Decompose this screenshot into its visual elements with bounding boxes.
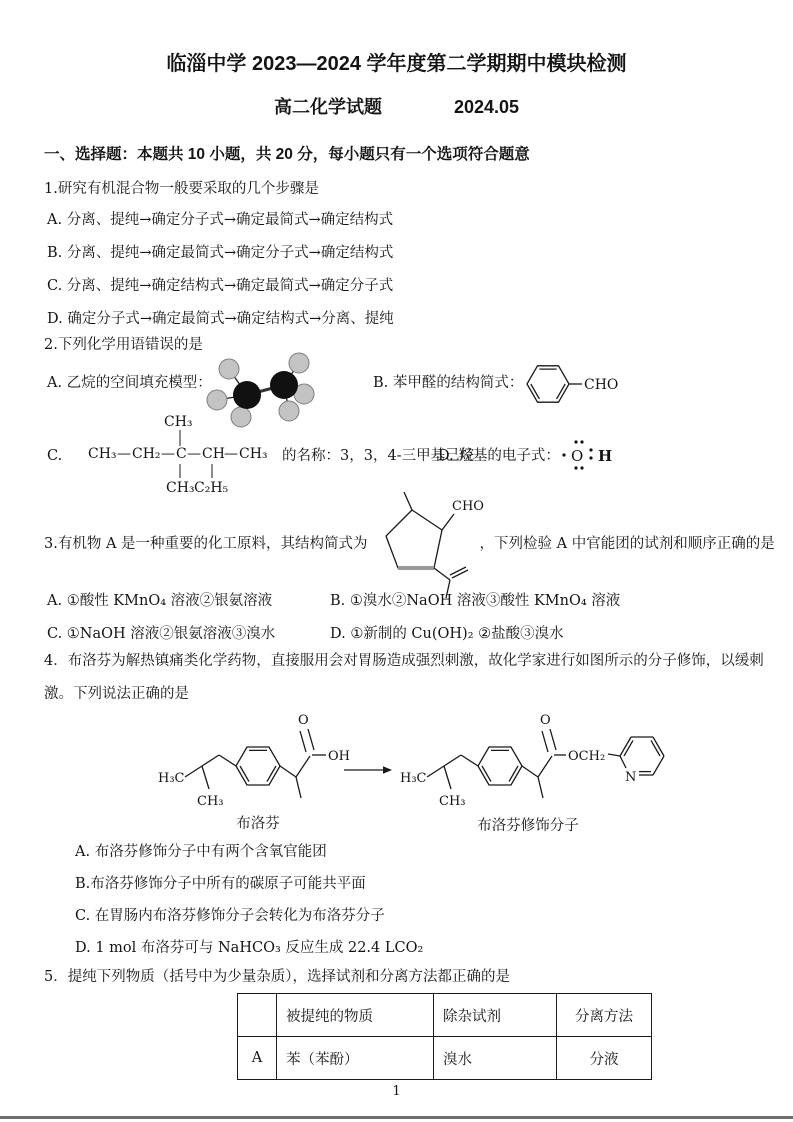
q1-option-b: B. 分离、提纯→确定最简式→确定分子式→确定结构式: [47, 245, 394, 261]
oxygen-symbol: O: [571, 447, 584, 465]
formula-seg: CH: [202, 446, 225, 462]
carbonyl-o-label: O: [540, 713, 551, 728]
formula-seg: CH₃: [88, 446, 117, 462]
q4-option-a: A. 布洛芬修饰分子中有两个含氧官能团: [75, 844, 327, 860]
q5-stem: 5．提纯下列物质（括号中为少量杂质），选择试剂和分离方法都正确的是: [44, 969, 510, 985]
q2-option-a-label: A. 乙烷的空间填充模型：: [47, 375, 212, 391]
formula-seg: C: [176, 446, 187, 462]
table-row: [238, 1037, 652, 1080]
q3-stem-before: 3.有机物 A 是一种重要的化工原料，其结构简式为: [44, 535, 368, 552]
table-header-blank: [238, 994, 277, 1037]
q1-option-c: C. 分离、提纯→确定结构式→确定最简式→确定分子式: [47, 278, 394, 294]
formula-top-methyl: CH₃: [164, 414, 193, 430]
reaction-arrow: [383, 766, 392, 774]
table-header-method: 分离方法: [557, 994, 652, 1037]
q4-option-c: C. 在胃肠内布洛芬修饰分子会转化为布洛芬分子: [75, 908, 385, 924]
q1-option-d: D. 确定分子式→确定最简式→确定结构式→分离、提纯: [47, 311, 394, 327]
q1-stem: 1.研究有机混合物一般要采取的几个步骤是: [44, 181, 319, 197]
formula-bond: —: [224, 446, 238, 462]
formula-bond: —: [117, 446, 131, 462]
formula-seg: CH₃: [239, 446, 268, 462]
q4-option-d: D. 1 mol 布洛芬可与 NaHCO₃ 反应生成 22.4 LCO₂: [75, 940, 424, 956]
row-reagent: 溴水: [434, 1037, 557, 1080]
trimethylhexane-formula: [88, 412, 280, 498]
page-bottom-edge: [0, 1116, 793, 1119]
q3-option-c: C. ①NaOH 溶液②银氨溶液③溴水: [47, 626, 276, 642]
cho-group-label: CHO: [451, 499, 484, 514]
row-letter: A: [238, 1037, 277, 1080]
subject-title: 高二化学试题: [273, 97, 382, 117]
table-header-substance: 被提纯的物质: [277, 994, 434, 1037]
purification-table: [237, 993, 652, 1080]
q3-stem-row: [44, 490, 775, 598]
ibuprofen-modification-figure: [140, 698, 680, 836]
q4-stem-line1: 4．布洛芬为解热镇痛类化学药物，直接服用会对胃肠造成强烈刺激，故化学家进行如图所示的分子修饰，以缓刺: [44, 653, 764, 669]
och2-label: OCH₂: [568, 749, 606, 764]
formula-bond: —: [161, 446, 175, 462]
organic-a-structure: [368, 486, 484, 602]
h3c-label: H₃C: [158, 771, 185, 786]
carbonyl-o-label: O: [298, 713, 309, 728]
formula-bottom-methyl: CH₃: [166, 480, 195, 496]
exam-date: 2024.05: [453, 97, 520, 117]
modified-ibuprofen-caption: 布洛芬修饰分子: [477, 818, 579, 834]
q2-option-b-label: B. 苯甲醛的结构简式：: [373, 375, 524, 391]
ch3-label: CH₃: [439, 794, 466, 809]
q2-option-c-name: 的名称：3，3，4-三甲基己烷: [282, 448, 475, 464]
q3-option-a: A. ①酸性 KMnO₄ 溶液②银氨溶液: [47, 593, 273, 609]
ch3-label: CH₃: [197, 794, 224, 809]
formula-bond: —: [187, 446, 201, 462]
row-method: 分液: [557, 1037, 652, 1080]
row-substance: 苯（苯酚）: [277, 1037, 434, 1080]
q2-option-d-label: D. 羟基的电子式：: [438, 448, 560, 464]
page-title: 临淄中学 2023—2024 学年度第二学期期中模块检测: [166, 53, 627, 75]
oh-label: OH: [328, 749, 350, 764]
table-header-row: [238, 994, 652, 1037]
cho-group-label: CHO: [584, 377, 619, 393]
q3-option-d: D. ①新制的 Cu(OH)₂ ②盐酸③溴水: [330, 626, 564, 642]
table-header-reagent: 除杂试剂: [434, 994, 557, 1037]
q1-option-a: A. 分离、提纯→确定分子式→确定最简式→确定结构式: [47, 212, 394, 228]
h3c-label: H₃C: [400, 771, 427, 786]
page-number: 1: [392, 1084, 401, 1099]
formula-seg: CH₂: [132, 446, 161, 462]
hydrogen-symbol: H: [598, 447, 613, 465]
hydroxyl-electron-dot-formula: [560, 432, 624, 476]
formula-bottom-ethyl: C₂H₅: [194, 480, 229, 496]
pyridine-n-label: N: [625, 770, 637, 785]
q3-stem-after: ，下列检验 A 中官能团的试剂和顺序正确的是: [479, 535, 775, 552]
ibuprofen-caption: 布洛芬: [236, 816, 280, 832]
q3-option-b: B. ①溴水②NaOH 溶液③酸性 KMnO₄ 溶液: [330, 593, 621, 609]
page-subtitle-row: [0, 96, 793, 119]
q2-option-c-label: C.: [47, 448, 63, 464]
section-heading: 一、选择题：本题共 10 小题，共 20 分，每小题只有一个选项符合题意: [44, 146, 530, 163]
q4-stem-line2: 激。下列说法正确的是: [44, 686, 189, 702]
q2-stem: 2.下列化学用语错误的是: [44, 337, 203, 353]
benzaldehyde-structure: [512, 354, 634, 414]
q4-option-b: B.布洛芬修饰分子中所有的碳原子可能共平面: [75, 876, 366, 892]
